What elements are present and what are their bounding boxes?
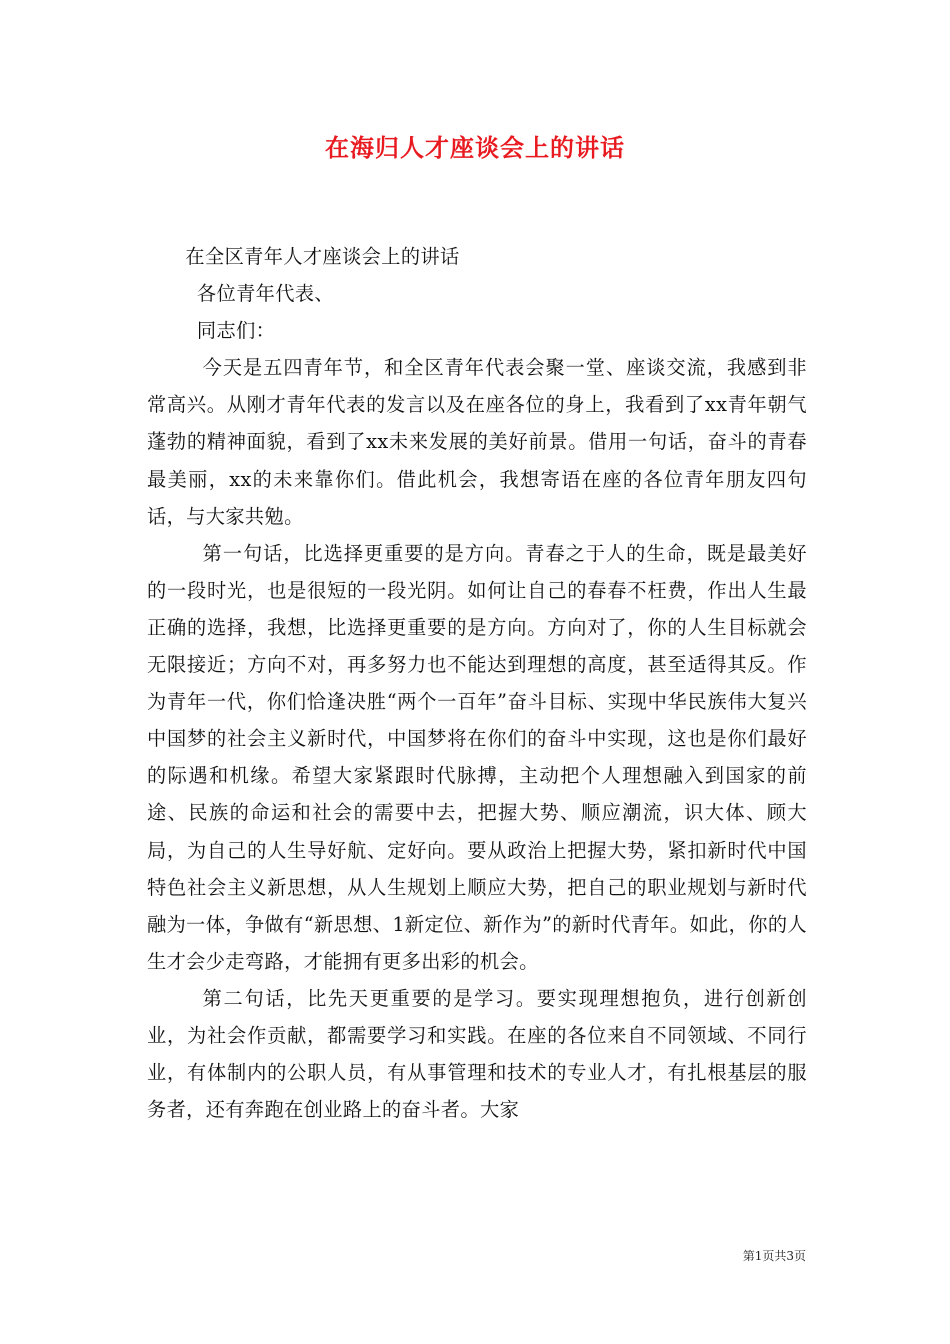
salutation-representatives: 各位青年代表、 [196,282,335,306]
page-number: 第1页共3页 [742,1249,806,1263]
page-title: 在海归人才座谈会上的讲话 [325,133,625,162]
document-body [147,238,807,1128]
salutation-comrades: 同志们： [196,319,276,343]
speech-subtitle: 在全区青年人才座谈会上的讲话 [185,245,460,268]
body-paragraph: 第二句话，比先天更重要的是学习。要实现理想抱负，进行创新创业，为社会作贡献，都需要学习和实践。在座的各位来自不同领域、不同行业，有体制内的公职人员，有从事管理和技术的专业人才，有扎根基层的服务者，还有奔跑在创业路上的奋斗者。大家 [147,986,807,1122]
body-paragraph: 第一句话，比选择更重要的是方向。青春之于人的生命，既是最美好的一段时光，也是很短的一段光阴。如何让自己的春春不枉费，作出人生最正确的选择，我想，比选择更重要的是方向。方向对了，你的人生目标就会无限接近；方向不对，再多努力也不能达到理想的高度，甚至适得其反。作为青年一代，你们恰逢决胜“两个一百年”奋斗目标、实现中华民族伟大复兴中国梦的社会主义新时代，中国梦将在你们的奋斗中实现，这也是你们最好的际遇和机缘。希望大家紧跟时代脉搏，主动把个人理想融入到国家的前途、民族的命运和社会的需要中去，把握大势、顺应潮流，识大体、顾大局，为自己的人生导好航、定好向。要从政治上把握大势，紧扣新时代中国特色社会主义新思想，从人生规划上顺应大势，把自己的职业规划与新时代融为一体，争做有“新思想、1新定位、新作为”的新时代青年。如此，你的人生才会少走弯路，才能拥有更多出彩的机会。 [147,541,807,973]
body-paragraph: 今天是五四青年节，和全区青年代表会聚一堂、座谈交流，我感到非常高兴。从刚才青年代表的发言以及在座各位的身上，我看到了xx青年朝气蓬勃的精神面貌，看到了xx未来发展的美好前景。借用一句话，奋斗的青春最美丽，xx的未来靠你们。借此机会，我想寄语在座的各位青年朋友四句话，与大家共勉。 [147,356,807,528]
